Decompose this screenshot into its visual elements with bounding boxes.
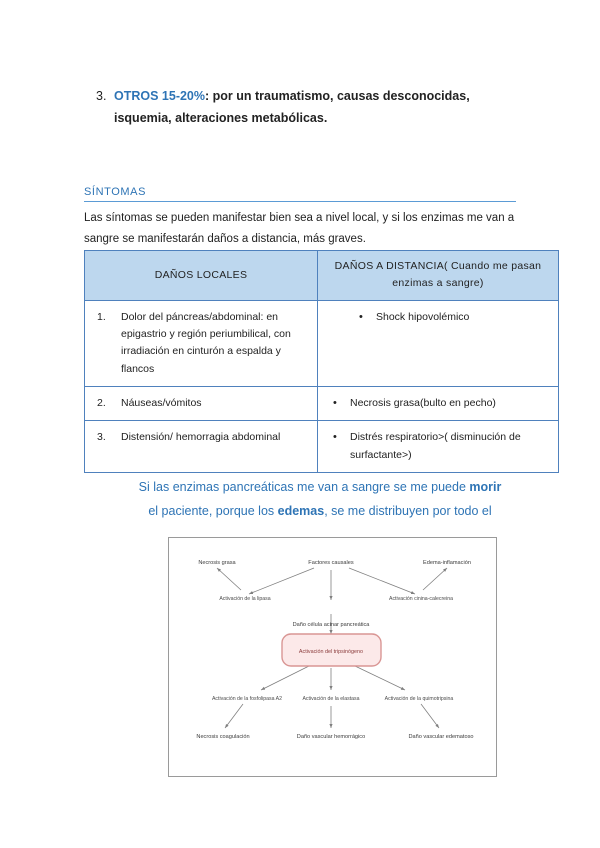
blue-note-line2c: , se me distribuyen por todo el: [324, 503, 492, 518]
section-heading-block: [84, 186, 516, 202]
node-activacion-tripsinogeno: Activación del tripsinógeno: [298, 649, 364, 655]
blue-note-paragraph: [120, 476, 520, 524]
label-activacion-cinina: Activación cinina-calecreina: [388, 596, 454, 602]
blue-note-line2b: edemas: [277, 503, 325, 518]
list-item: [354, 309, 548, 326]
table-row: [85, 300, 559, 386]
node-dano-vascular-edematoso: Daño vascular edematoso: [408, 734, 474, 740]
blue-note-line2a: el paciente, porque los: [148, 503, 278, 518]
table-row: [85, 386, 559, 420]
item3-rest-line1: : por un traumatismo, causas desconocidas,: [205, 89, 470, 103]
distance-list-2: [328, 395, 548, 412]
list-item: [95, 429, 307, 446]
pathophysiology-diagram: [168, 537, 497, 777]
list-item: [95, 395, 307, 412]
bullet-icon: •: [333, 431, 337, 444]
otros-highlight: OTROS 15-20%: [114, 89, 206, 103]
local-item-text-3: Distensión/ hemorragia abdominal: [121, 431, 281, 444]
distance-item-text-3: Distrés respiratorio>( disminución de surfactante>): [350, 431, 521, 461]
local-item-number-1: 1.: [97, 310, 106, 323]
node-dano-vascular-hemorragico: Daño vascular hemorrágico: [296, 734, 366, 740]
label-activacion-lipasa: Activación de la lipasa: [219, 596, 271, 602]
label-quimotripsina: Activación de la quimotripsina: [384, 696, 454, 702]
table-cell-local-3: [85, 421, 318, 473]
list-item-body: [114, 86, 516, 130]
item3-line2: isquemia, alteraciones metabólicas.: [114, 110, 328, 125]
node-necrosis-grasa: Necrosis grasa: [198, 560, 236, 566]
list-item: [95, 309, 307, 378]
list-item-3: [96, 86, 516, 130]
intro-line-2: sangre se manifestarán daños a distancia, más graves.: [84, 233, 366, 246]
table-header-row: [85, 251, 559, 301]
local-item-number-2: 2.: [97, 396, 106, 409]
table-cell-local-2: [85, 386, 318, 420]
table-header-local: DAÑOS LOCALES: [85, 251, 318, 301]
section-divider: [84, 201, 516, 202]
local-list-1: [95, 309, 307, 378]
bullet-icon: •: [359, 310, 363, 323]
node-factores-causales: Factores causales: [308, 560, 354, 566]
table-header-distance: DAÑOS A DISTANCIA( Cuando me pasan enzimas a sangre): [318, 251, 559, 301]
damages-table: [84, 250, 559, 473]
local-item-text-2: Náuseas/vómitos: [121, 396, 202, 409]
table-cell-local-1: [85, 300, 318, 386]
bullet-icon: •: [333, 396, 337, 409]
node-dano-celula-acinar: Daño célula acinar pancreática: [292, 622, 370, 628]
local-list-2: [95, 395, 307, 412]
label-elastasa: Activación de la elastasa: [302, 696, 360, 702]
table-cell-distance-3: [318, 421, 559, 473]
local-item-text-1: Dolor del páncreas/abdominal: en epigastrio y región periumbilical, con irradiación en cinturón a espalda y flancos: [121, 310, 291, 375]
intro-paragraph: [84, 208, 522, 251]
local-list-3: [95, 429, 307, 446]
section-heading: SÍNTOMAS: [84, 186, 147, 198]
label-fosfolipasa-a2: Activación de la fosfolipasa A2: [211, 696, 283, 702]
node-edema-inflamacion: Edema-inflamación: [423, 560, 471, 566]
local-item-number-3: 3.: [97, 431, 106, 444]
blue-note-line1a: Si las enzimas pancreáticas me van a sangre se me puede: [138, 480, 470, 494]
distance-list-1: [328, 309, 548, 326]
table-row: [85, 421, 559, 473]
list-item: [328, 429, 548, 464]
table-cell-distance-2: [318, 386, 559, 420]
distance-item-text-2: Necrosis grasa(bulto en pecho): [350, 396, 496, 409]
intro-line-1: Las síntomas se pueden manifestar bien sea a nivel local, y si los enzimas me van a: [84, 212, 515, 224]
list-item: [328, 395, 548, 412]
table-cell-distance-1: [318, 300, 559, 386]
distance-list-3: [328, 429, 548, 464]
list-item-number: 3.: [96, 89, 107, 103]
diagram-svg: [169, 538, 494, 774]
blue-note-line1b: morir: [469, 480, 502, 494]
node-necrosis-coagulacion: Necrosis coagulación: [196, 734, 250, 740]
distance-item-text-1: Shock hipovolémico: [376, 310, 470, 323]
